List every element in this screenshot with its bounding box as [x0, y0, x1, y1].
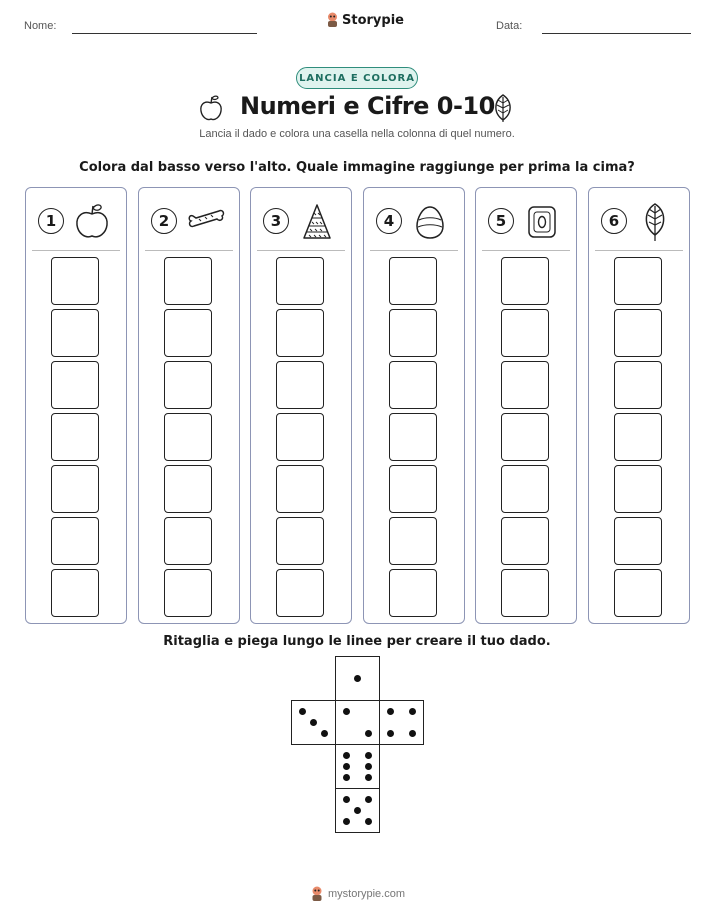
color-cell[interactable]: [501, 257, 549, 305]
color-cell[interactable]: [276, 257, 324, 305]
pip: [343, 708, 350, 715]
pip: [343, 752, 350, 759]
color-cell[interactable]: [276, 309, 324, 357]
column-2: [138, 187, 240, 624]
color-cell[interactable]: [501, 517, 549, 565]
color-cell[interactable]: [51, 257, 99, 305]
pip: [365, 730, 372, 737]
leaf-icon: [490, 93, 516, 123]
pip: [354, 807, 361, 814]
color-cell[interactable]: [276, 413, 324, 461]
pip: [365, 774, 372, 781]
color-cell[interactable]: [164, 309, 212, 357]
color-cell[interactable]: [51, 361, 99, 409]
color-cell[interactable]: [501, 413, 549, 461]
column-divider: [595, 250, 683, 251]
color-cell[interactable]: [389, 361, 437, 409]
page-title: Numeri e Cifre 0-10: [240, 92, 495, 120]
color-cell[interactable]: [276, 361, 324, 409]
color-cell[interactable]: [51, 413, 99, 461]
die-face-5: [335, 788, 380, 833]
column-3: [250, 187, 352, 624]
date-line: [542, 33, 691, 34]
pip: [343, 763, 350, 770]
apple-icon: [72, 202, 112, 242]
pip: [354, 675, 361, 682]
column-divider: [482, 250, 570, 251]
pip: [343, 818, 350, 825]
color-cell[interactable]: [164, 361, 212, 409]
footer-url: mystorypie.com: [328, 888, 406, 900]
column-header: [374, 202, 454, 242]
color-cell[interactable]: [614, 361, 662, 409]
storypie-mascot-icon: [326, 12, 339, 28]
pip: [365, 796, 372, 803]
number-circle: 4: [376, 208, 402, 234]
zero-block-icon: [522, 202, 562, 242]
name-line: [72, 33, 257, 34]
storypie-mascot-icon: [310, 886, 324, 902]
color-cell[interactable]: [51, 517, 99, 565]
pip: [343, 796, 350, 803]
color-cell[interactable]: [389, 569, 437, 617]
storypie-logo: [326, 12, 404, 28]
column-header: [36, 202, 116, 242]
color-cell[interactable]: [276, 517, 324, 565]
pip: [387, 708, 394, 715]
color-cell[interactable]: [51, 309, 99, 357]
color-cell[interactable]: [389, 517, 437, 565]
color-cell[interactable]: [501, 361, 549, 409]
title-row: [0, 92, 714, 124]
column-1: [25, 187, 127, 624]
pip: [409, 730, 416, 737]
pip: [365, 752, 372, 759]
column-divider: [257, 250, 345, 251]
color-cell[interactable]: [614, 465, 662, 513]
cut-instruction: Ritaglia e piega lungo le linee per creare il tuo dado.: [163, 634, 551, 649]
pip: [321, 730, 328, 737]
pip: [299, 708, 306, 715]
name-label: Nome:: [24, 20, 57, 32]
column-divider: [145, 250, 233, 251]
color-cell[interactable]: [501, 465, 549, 513]
color-cell[interactable]: [164, 517, 212, 565]
color-cell[interactable]: [614, 413, 662, 461]
color-cell[interactable]: [164, 257, 212, 305]
apple-icon: [199, 94, 223, 122]
instruction-text: Colora dal basso verso l'alto. Quale immagine raggiunge per prima la cima?: [79, 160, 635, 175]
column-4: [363, 187, 465, 624]
color-cell[interactable]: [501, 309, 549, 357]
column-divider: [32, 250, 120, 251]
die-face-2: [335, 700, 380, 745]
color-cell[interactable]: [614, 257, 662, 305]
color-cell[interactable]: [276, 465, 324, 513]
subtitle: Lancia il dado e colora una casella nella colonna di quel numero.: [199, 128, 515, 140]
die-face-4: [379, 700, 424, 745]
number-circle: 2: [151, 208, 177, 234]
die-face-6: [335, 744, 380, 789]
color-cell[interactable]: [389, 257, 437, 305]
bone-icon: [185, 202, 227, 242]
column-header: [149, 202, 229, 242]
pip: [387, 730, 394, 737]
color-cell[interactable]: [389, 465, 437, 513]
column-5: [475, 187, 577, 624]
color-cell[interactable]: [276, 569, 324, 617]
activity-badge: LANCIA E COLORA: [296, 67, 418, 89]
brand-name: Storypie: [342, 12, 404, 28]
color-cell[interactable]: [501, 569, 549, 617]
number-circle: 1: [38, 208, 64, 234]
pip: [365, 763, 372, 770]
candy-corn-icon: [297, 202, 337, 242]
pip: [365, 818, 372, 825]
number-circle: 6: [601, 208, 627, 234]
egg-icon: [410, 202, 450, 242]
color-cell[interactable]: [51, 569, 99, 617]
column-6: [588, 187, 690, 624]
number-circle: 5: [488, 208, 514, 234]
color-cell[interactable]: [164, 465, 212, 513]
column-header: [599, 202, 679, 242]
color-cell[interactable]: [164, 569, 212, 617]
column-header: [486, 202, 566, 242]
number-circle: 3: [263, 208, 289, 234]
die-face-3: [291, 700, 336, 745]
color-cell[interactable]: [614, 569, 662, 617]
color-cell[interactable]: [164, 413, 212, 461]
color-cell[interactable]: [614, 309, 662, 357]
column-header: [261, 202, 341, 242]
pip: [310, 719, 317, 726]
color-cell[interactable]: [389, 413, 437, 461]
footer: [310, 886, 405, 902]
column-divider: [370, 250, 458, 251]
pip: [409, 708, 416, 715]
die-face-1: [335, 656, 380, 701]
color-cell[interactable]: [389, 309, 437, 357]
color-cell[interactable]: [51, 465, 99, 513]
pip: [343, 774, 350, 781]
color-cell[interactable]: [614, 517, 662, 565]
date-label: Data:: [496, 20, 523, 32]
leaf-icon: [635, 202, 675, 242]
